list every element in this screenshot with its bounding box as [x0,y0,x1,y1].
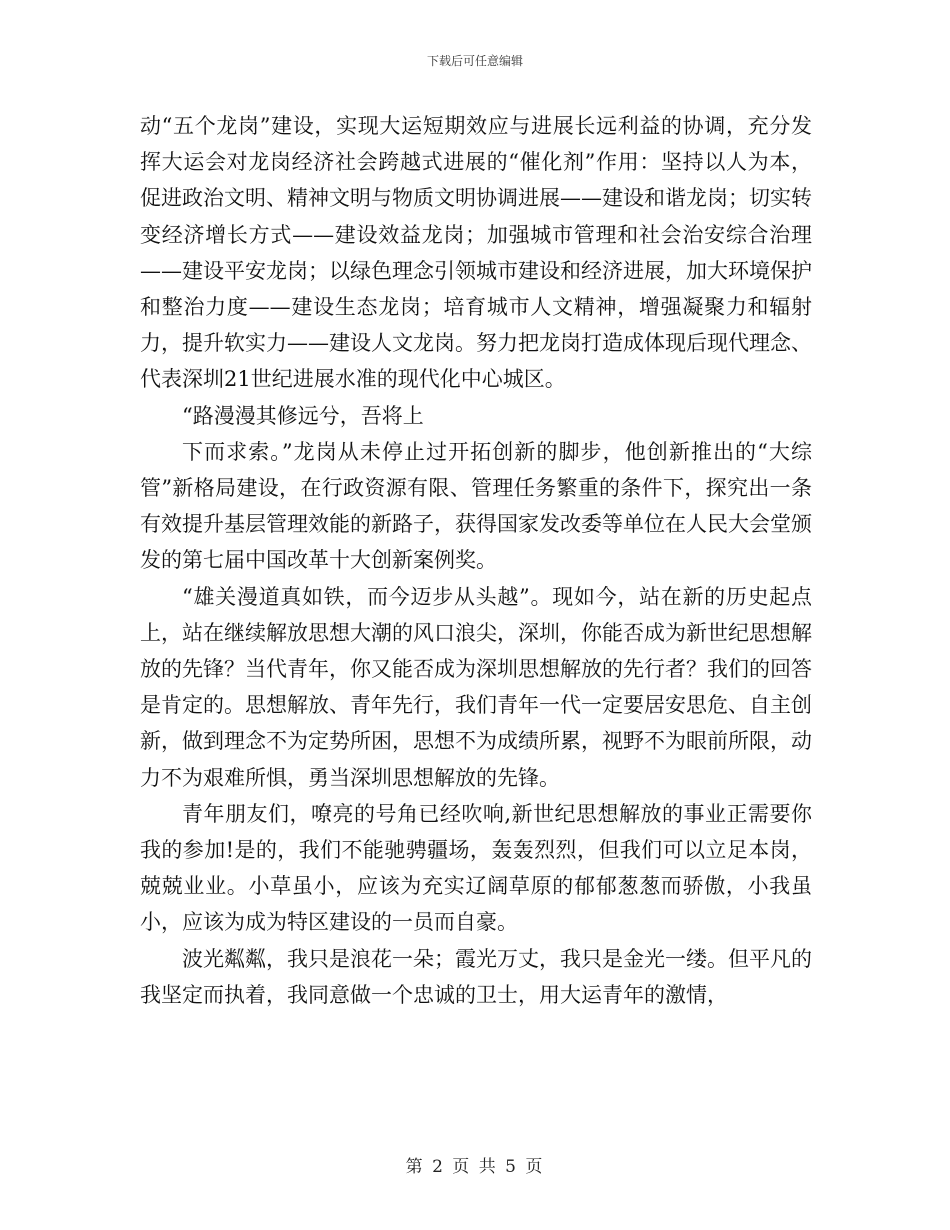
paragraph-continuation: 动“五个龙岗”建设，实现大运短期效应与进展长远利益的协调，充分发挥大运会对龙岗经济社会跨越式进展的“催化剂”作用：坚持以人为本，促进政治文明、精神文明与物质文明协调进展——建设和谐龙岗；切实转变经济增长方式——建设效益龙岗；加强城市管理和社会治安综合治理——建设平安龙岗；以绿色理念引领城市建设和经济进展，加大环境保护和整治力度——建设生态龙岗；培育城市人文精神，增强凝聚力和辐射力，提升软实力——建设人文龙岗。努力把龙岗打造成体现后现代理念、代表深圳21世纪进展水准的现代化中心城区。 [140,114,812,392]
page-number: 第 2 页 共 5 页 [405,1157,545,1177]
paragraph-youth-pioneer: “雄关漫道真如铁，而今迈步从头越”。现如今，站在新的历史起点上，站在继续解放思想大潮的风口浪尖，深圳，你能否成为新世纪思想解放的先锋？当代青年，你又能否成为深圳思想解放的先行者？我们的回答是肯定的。思想解放、青年先行，我们青年一代一定要居安思危、自主创新，做到理念不为定势所困，思想不为成绩所累，视野不为眼前所限，动力不为艰难所惧，勇当深圳思想解放的先锋。 [140,584,812,790]
paragraph-innovation: 下而求索。”龙岗从未停止过开拓创新的脚步，他创新推出的“大综管”新格局建设，在行政资源有限、管理任务繁重的条件下，探究出一条有效提升基层管理效能的新路子，获得国家发改委等单位在人民大会堂颁发的第七届中国改革十大创新案例奖。 [140,439,812,573]
paragraph-quote-start: “路漫漫其修远兮，吾将上 [182,403,424,428]
paragraph-ordinary-self: 波光粼粼，我只是浪花一朵；霞光万丈，我只是金光一缕。但平凡的我坚定而执着，我同意做一个忠诚的卫士，用大运青年的激情， [140,946,812,1007]
page-header-note: 下载后可任意编辑 [426,54,523,68]
document-body [140,108,812,1013]
paragraph-youth-friends: 青年朋友们，嘹亮的号角已经吹响,新世纪思想解放的事业正需要你我的参加!是的，我们不能驰骋疆场，轰轰烈烈，但我们可以立足本岗，兢兢业业。小草虽小，应该为充实辽阔草原的郁郁葱葱而骄傲，小我虽小，应该为成为特区建设的一员而自豪。 [140,801,812,935]
